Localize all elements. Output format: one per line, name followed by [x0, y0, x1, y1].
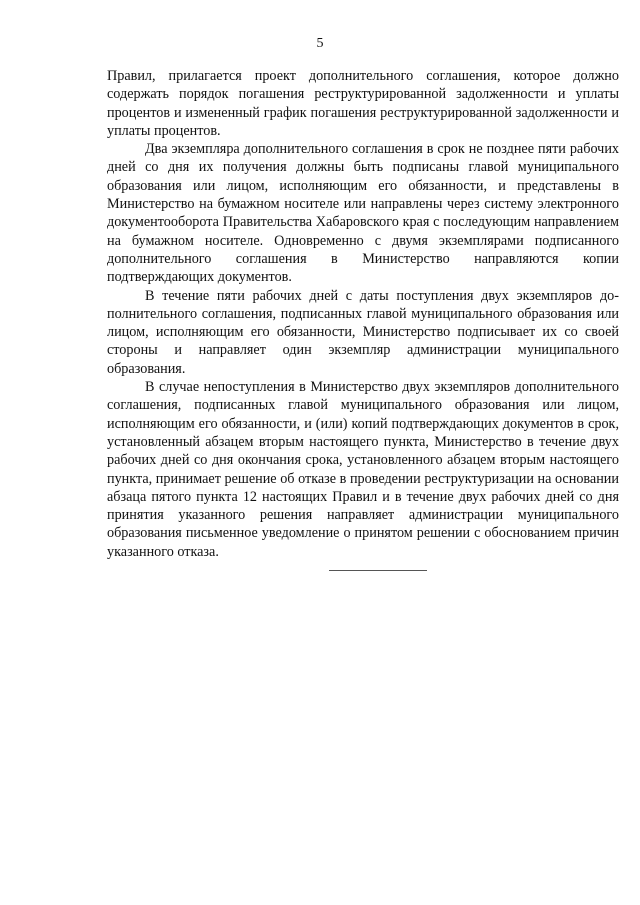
paragraph-continuation: Правил, прилагается проект дополнительного соглашения, которое должно содержать порядок погашения реструктурированной задолженности и уплаты процентов и измененный график погашения реструктурированной задолженности и уплаты процентов.	[107, 68, 619, 139]
paragraph-ministry-signing: В течение пяти рабочих дней с даты поступления двух экземпляров дополнительного соглашения, подписанных главой муниципального образования или лицом, исполняющим его обязанности, Министерство подписывает их со своей стороны и направляет один экземпляр администрации муниципального образования.	[107, 287, 619, 377]
page-number: 5	[316, 36, 324, 51]
end-divider	[329, 570, 427, 571]
document-body	[107, 67, 619, 561]
paragraph-refusal-decision: В случае непоступления в Министерство двух экземпляров дополнительного соглашения, подписанных главой муниципального образования или лицом, исполняющим его обязанности, и (или) копий подтверждающих документов в срок, установленный абзацем вторым настоящего пункта, Министерство в течение двух рабочих дней со дня окончания срока, установленного абзацем вторым настоящего пункта, принимает решение об отказе в проведении реструктуризации на основании абзаца пятого пункта 12 настоящих Правил и в течение двух рабочих дней со дня принятия указанного решения направляет администрации муниципального образования письменное уведомление о принятом решении с обоснованием причин указанного отказа.	[107, 379, 619, 560]
paragraph-signing-terms: Два экземпляра дополнительного соглашения в срок не позднее пяти рабочих дней со дня их получения должны быть подписаны главой муниципального образования или лицом, исполняющим его обязанности, и представлены в Министерство на бумажном носителе или направлены через систему электронного документооборота Правительства Хабаровского края с последующим направлением на бумажном носителе. Одновременно с двумя экземплярами подписанного дополнительного соглашения в Министерство направляются копии подтверждающих документов.	[107, 141, 619, 286]
